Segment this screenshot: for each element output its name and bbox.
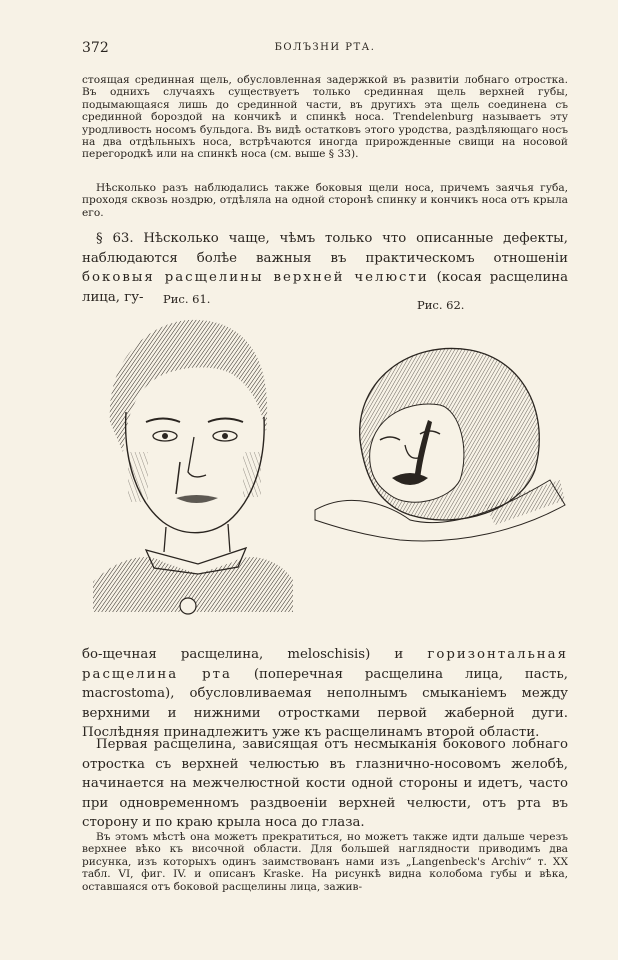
body-paragraph-1 [82,645,568,741]
infant-face-illustration [310,330,570,545]
figure-62-engraving [310,330,570,545]
small-paragraph-1: стоящая срединная щель, обусловленная задержкой въ развитіи лобнаго отростка. Въ однихъ случаяхъ существуетъ только срединная щель верхней губы, подымающаяся лишь до срединной части, въ другихъ эта щель соединена съ срединной бороздой на кончикѣ и спинкѣ носа. Trendelenburg называетъ эту уродливость носомъ бульдога. Въ видѣ остатковъ этого уродства, раздѣляющаго носъ на два отдѣльныхъ носа, встрѣчаются иногда прирожденные свищи на носовой перегородкѣ или на спинкѣ носа (см. выше § 33). [82,74,568,161]
lateral-clefts-term: боковыя расщелины верхней челюсти [82,270,429,286]
section-63-tail: (косая расщелина лица, гу- [82,270,569,305]
figure-62-caption: Рис. 62. [417,298,465,312]
face-portrait-illustration [88,312,298,622]
body-paragraph-1-lead: бо-щечная расщелина, meloschisis) и [82,647,428,662]
body-paragraph-2: Первая расщелина, зависящая отъ несмыканія бокового лобнаго отростка съ верхней челюстью въ глазнично-носовомъ желобѣ, начинается на межчелюстной кости одной стороны и идетъ, часто при одновременномъ раздвоеніи верхней челюсти, отъ рта въ сторону и по краю крыла носа до глаза. [82,737,568,831]
small-paragraph-3: Въ этомъ мѣстѣ она можетъ прекратиться, но можетъ также идти дальше черезъ верхнее вѣко къ височной области. Для большей наглядности приводимъ два рисунка, изъ которыхъ одинъ заимствованъ нами изъ „Langenbeck's Archiv“ т. XX табл. VI, фиг. IV. и описанъ Kraske. На рисункѣ видна колобома губы и вѣка, оставшаяся отъ боковой расщелины лица, зажив- [82,831,568,893]
small-paragraph-2: Нѣсколько разъ наблюдались также боковыя щели носа, причемъ заячья губа, проходя сквозь ноздрю, отдѣляла на одной сторонѣ спинку и кончикъ носа отъ крыла его. [82,182,568,219]
page-header [82,40,568,60]
figure-61-engraving [88,312,298,622]
body-paragraph-1-tail: (поперечная расщелина лица, пасть, macrostoma), обусловливаемая неполнымъ смыканіемъ между верхними и нижними отростками первой жаберной дуги. Послѣдняя принадлежитъ уже къ расщелинамъ второй области. [82,666,568,741]
running-title: БОЛЪЗНИ РТА. [274,42,376,53]
figure-61-caption: Рис. 61. [163,292,211,306]
horizontal-cleft-term: горизонтальная расщелина рта [82,647,568,682]
page-number: 372 [82,40,109,56]
section-63-lead: § 63. Нѣсколько чаще, чѣмъ только что описанные дефекты, наблюдаются болѣе важныя въ практическомъ отношеніи [82,231,568,266]
